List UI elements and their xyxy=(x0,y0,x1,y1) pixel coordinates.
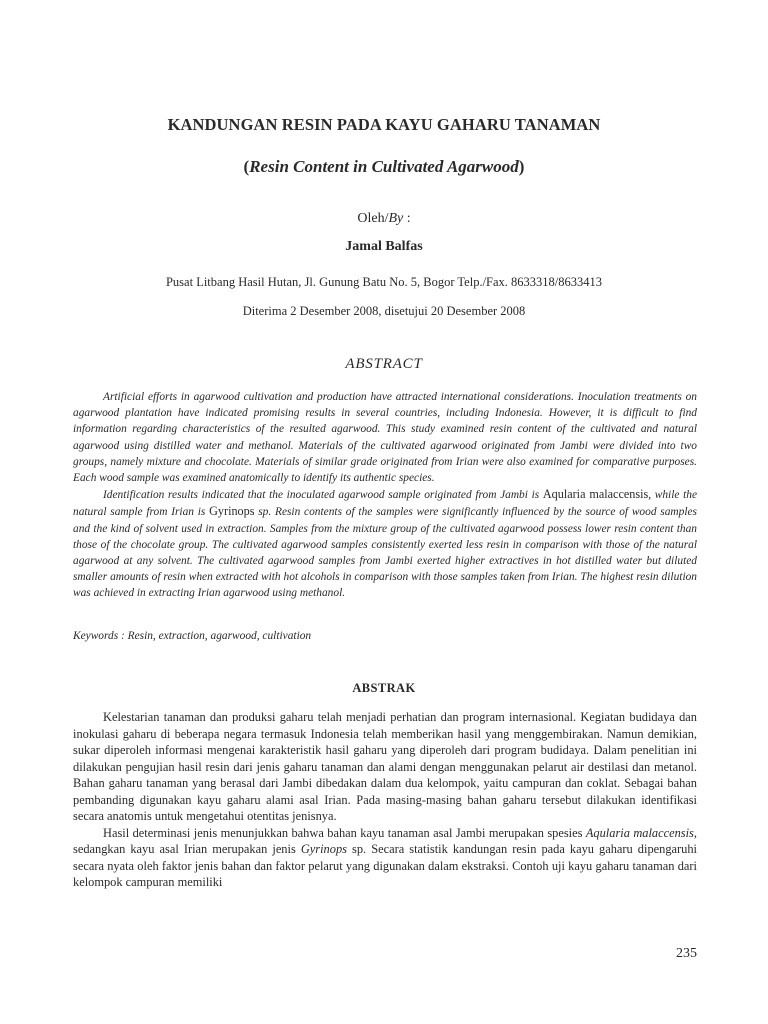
abstrak-p2-text-a: Hasil determinasi jenis menunjukkan bahwa bahan kayu tanaman asal Jambi merupakan spesies xyxy=(103,825,586,840)
author-affiliation: Pusat Litbang Hasil Hutan, Jl. Gunung Batu No. 5, Bogor Telp./Fax. 8633318/8633413 xyxy=(165,275,603,289)
byline-colon: : xyxy=(403,211,411,226)
subtitle-close-paren: ) xyxy=(518,157,525,176)
submission-dates: Diterima 2 Desember 2008, disetujui 20 Desember 2008 xyxy=(242,304,526,318)
abstract-p2-text-a: Identification results indicated that the inoculated agarwood sample originated from Jambi is xyxy=(103,489,543,502)
abstract-paragraph-1: Artificial efforts in agarwood cultivation and production have attracted international considerations. Inoculation treatments on agarwood plantation have indicated promising results in several countries, including Indonesia. However, it is difficult to find information regarding characteristics of the resulted agarwood. This study examined resin content of the cultivated and natural agarwood using distilled water and methanol. Materials of the cultivated agarwood originated from Jambi were divided into two groups, namely mixture and chocolate. Materials of similar grade originated from Irian were also examined for comparative purposes. Each wood sample was examined anatomically to identify its authentic species. xyxy=(73,391,697,485)
abstrak-p2-text-e: sp. Secara statistik kandungan resin pada kayu gaharu dipengaruhi secara nyata oleh faktor jenis bahan dan faktor pelarut yang digunakan dalam ekstraksi. Contoh uji kayu gaharu tanaman dari kelompok campuran memiliki xyxy=(73,842,697,889)
subtitle-open-paren: ( xyxy=(243,157,250,176)
abstrak-species-aqularia: Aqularia malaccensis xyxy=(585,825,694,840)
paper-subtitle xyxy=(0,157,768,177)
abstrak-heading: ABSTRAK xyxy=(352,681,416,695)
abstract-p2-text-e: sp. Resin contents of the samples were significantly influenced by the source of wood samples and the kind of solvent used in extraction. Samples from the mixture group of the cultivated agarwood possess lower resin content than those of the chocolate group. The cultivated agarwood samples consistently exerted less resin in comparison with those of the natural agarwood at any solvent. The cultivated agarwood samples from Jambi exerted higher extractives in hot distilled water but diluted smaller amounts of resin when extracted with hot alcohols in comparison with those samples taken from Irian. The highest resin dilution was achieved in extracting Irian agarwood using methanol. xyxy=(73,506,697,600)
abstract-species-aqularia: Aqularia malaccensis xyxy=(542,487,649,502)
abstract-body xyxy=(73,389,697,602)
paper-title: KANDUNGAN RESIN PADA KAYU GAHARU TANAMAN xyxy=(167,115,601,134)
abstract-species-gyrinops: Gyrinops xyxy=(209,504,255,519)
abstrak-body xyxy=(73,709,697,891)
abstract-paragraph-2 xyxy=(73,486,697,601)
page-number: 235 xyxy=(676,946,697,961)
byline-by: By xyxy=(388,211,404,226)
abstrak-p2-text-c: , sedangkan kayu asal Irian merupakan jenis xyxy=(73,825,697,856)
abstract-heading: ABSTRACT xyxy=(345,356,423,372)
subtitle-english-title: Resin Content in Cultivated Agarwood xyxy=(249,157,519,176)
keywords: Keywords : Resin, extraction, agarwood, cultivation xyxy=(73,630,312,642)
abstrak-paragraph-2 xyxy=(73,825,697,891)
abstrak-species-gyrinops: Gyrinops xyxy=(300,842,347,856)
byline-oleh: Oleh/ xyxy=(357,211,389,226)
abstrak-paragraph-1: Kelestarian tanaman dan produksi gaharu telah menjadi perhatian dan program internasional. Kegiatan budidaya dan inokulasi gaharu di beberapa negara termasuk Indonesia telah memberikan hasil yang menggembirakan. Namun demikian, sukar diperoleh informasi mengenai karakteristik hasil gaharu yang diperoleh dari program budidaya. Dalam penelitian ini dilakukan pengujian hasil resin dari jenis gaharu tanaman dan alami dengan menggunakan pelarut air destilasi dan metanol. Bahan gaharu tanaman yang berasal dari Jambi dibedakan dalam dua kelompok, yaitu campuran dan coklat. Sebagai bahan pembanding digunakan kayu gaharu alami asal Irian. Pada masing-masing bahan gaharu tersebut dilakukan identifikasi secara anatomis untuk mengetahui otentitas jenisnya. xyxy=(73,710,697,823)
author-name: Jamal Balfas xyxy=(345,239,423,254)
byline xyxy=(0,211,768,227)
abstract-p2-text-c: , while the natural sample from Irian is xyxy=(73,489,698,519)
